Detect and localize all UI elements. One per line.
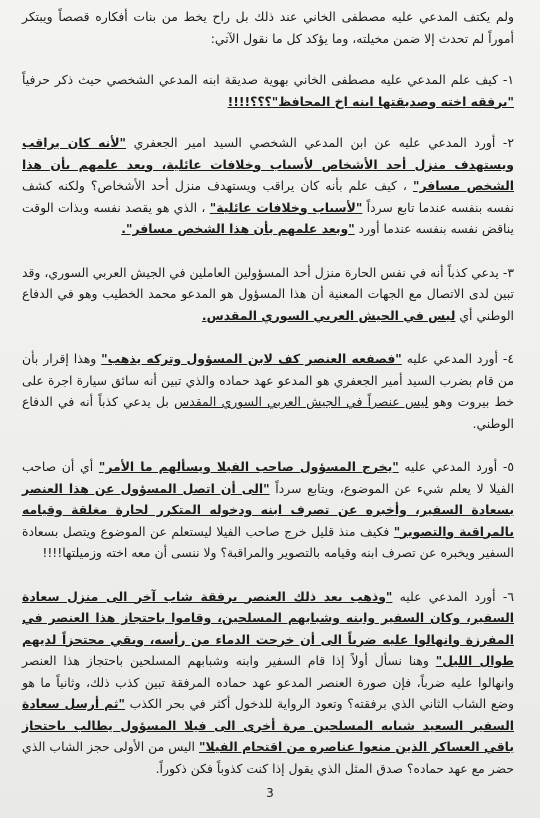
- point-1: [22, 69, 514, 112]
- point-5-text-2: أي أن صاحب الفيلا لا يعلم شيء عن الموضوع، ويتابع سرداً: [22, 459, 515, 496]
- point-2-quote: "لأنه كان يراقب ويستهدف منزل أحد الأشخاص لأسباب وخلافات عائلية، وبعد علمهم بأن هذا الشخص مسافر": [22, 135, 514, 193]
- point-4-text-3: بل يدعي كذباً أنه في الدفاع الوطني.: [22, 394, 514, 431]
- point-5: [22, 456, 514, 564]
- point-3-emphasis: ليس في الجيش العربي السوري المقدس.: [201, 307, 456, 323]
- point-2-quote-2: "لأسباب وخلافات عائلية": [209, 199, 363, 215]
- point-4-text-2: وهذا إقرار بأن من قام بضرب السيد أمير الجعفري هو المدعو عهد حماده والذي تبين أنه سائق سيارة اجرة على خط بيروت وهو: [22, 351, 514, 409]
- point-6-text: ٦- أورد المدعي عليه: [399, 588, 514, 604]
- point-6-text-2: وهنا نسأل أولاً إذا قام السفير وابنه وشبابهم المسلحين باحتجاز هذا العنصر وانهالوا عليه ضرباً، فإن صورة العنصر المدعو عهد حماده المرفقة تبين كذب ذلك، وثانياً ما هو وضع الشاب الثاني الذي برفقته؟ وتعود الرواية للدخول أكثر في بحر الكذب: [22, 653, 514, 711]
- point-6-quote-2: "ثم أرسل سعادة السفير السعيد شبابه المسلحين مرة أخرى الى فيلا المسؤول يطالب باحتجاز باقي العساكر الذين منعوا عناصره من اقتحام الفيلا": [22, 696, 514, 754]
- point-2: [22, 132, 514, 240]
- point-6-quote: "وذهب بعد ذلك العنصر برفقة شاب آخر الى منزل سعادة السفير، وكان السفير وابنه وشبابهم المسلحين، وقاموا باحتجاز هذا العنصر في المفرزة وانهالوا عليه ضرباً الى أن خرجت الدماء من رأسه، وبقي محتجزاً لديهم طوال الليل": [22, 588, 514, 668]
- point-2-text-3: ، الذي هو يقصد نفسه وبذات الوقت يناقض نفسه بنفسه عندما أورد: [22, 199, 514, 236]
- point-4-quote: "فصفعه العنصر كف لابن المسؤول وتركه يذهب": [101, 351, 402, 366]
- spacer: [22, 49, 514, 69]
- point-4-text: ٤- أورد المدعي عليه: [406, 351, 514, 366]
- point-3-text: ٣- يدعي كذباً أنه في نفس الحارة منزل أحد المسؤولين العاملين في الجيش العربي السوري، وقد تبين لدى الاتصال مع الجهات المعنية أن هذا المسؤول هو المدعو محمد الخطيب وهو في الدفاع الوطني أي: [22, 264, 514, 323]
- spacer: [22, 434, 514, 456]
- point-1-quote: "برفقه اخته وصديقتها ابنه اخ المحافظ"؟؟؟!!!!: [227, 93, 514, 109]
- spacer: [22, 240, 514, 262]
- point-4-emphasis: ليس عنصراً في الجيش العربي السوري المقدس: [174, 394, 429, 409]
- intro-text: ولم يكتف المدعي عليه مصطفى الخاني عند ذلك بل راح يخط من بنات أفكاره قصصاً ويبتكر أموراً لم تحدث إلا ضمن مخيلته، وما يؤكد كل ما نقول الآتي:: [22, 9, 514, 46]
- point-2-quote-3: "وبعد علمهم بأن هذا الشخص مسافر".: [121, 221, 355, 236]
- point-1-text: ١- كيف علم المدعي عليه مصطفى الخاني بهوية صديقة ابنه المدعي الشخصي حيث ذكر حرفياً: [22, 72, 514, 87]
- point-5-text: ٥- أورد المدعي عليه: [404, 459, 514, 474]
- spacer: [22, 326, 514, 348]
- point-2-text: ٢- أورد المدعي عليه عن ابن المدعي الشخصي السيد امير الجعفري: [133, 135, 514, 150]
- page-number: 3: [266, 785, 274, 800]
- intro-paragraph: [22, 6, 514, 49]
- point-5-quote-2: "الى أن اتصل المسؤول عن هذا العنصر بسعادة السفير، وأخبره عن تصرف ابنه ودخوله المتكرر لحارة مغلقة وقيامه بالمراقبة والتصوير": [22, 480, 514, 539]
- point-6-text-3: اليس من الأولى حجز الشاب الذي حضر مع عهد حماده؟ صدق المثل الذي يقول إذا كنت كذوباً فكن ذكوراً.: [22, 739, 514, 776]
- point-5-quote: "يخرج المسؤول صاحب الفيلا ويسألهم ما الأمر": [98, 459, 399, 474]
- point-4: [22, 348, 514, 434]
- point-3: [22, 262, 514, 327]
- spacer: [22, 564, 514, 586]
- point-5-text-3: فكيف منذ قليل خرج صاحب الفيلا ليستعلم عن الموضوع ويتصل بسعادة السفير ويخبره عن تصرف ابنه وقيامه بالتصوير والمراقبة؟ ولا ننسى أن معه اخته وزميلتها!!!!: [22, 523, 514, 560]
- spacer: [22, 112, 514, 132]
- point-6: [22, 586, 514, 780]
- point-2-text-2: ، كيف علم بأنه كان يراقب ويستهدف منزل أحد الأشخاص؟ ولكنه كشف نفسه بنفسه عندما تابع سرداً: [22, 178, 514, 215]
